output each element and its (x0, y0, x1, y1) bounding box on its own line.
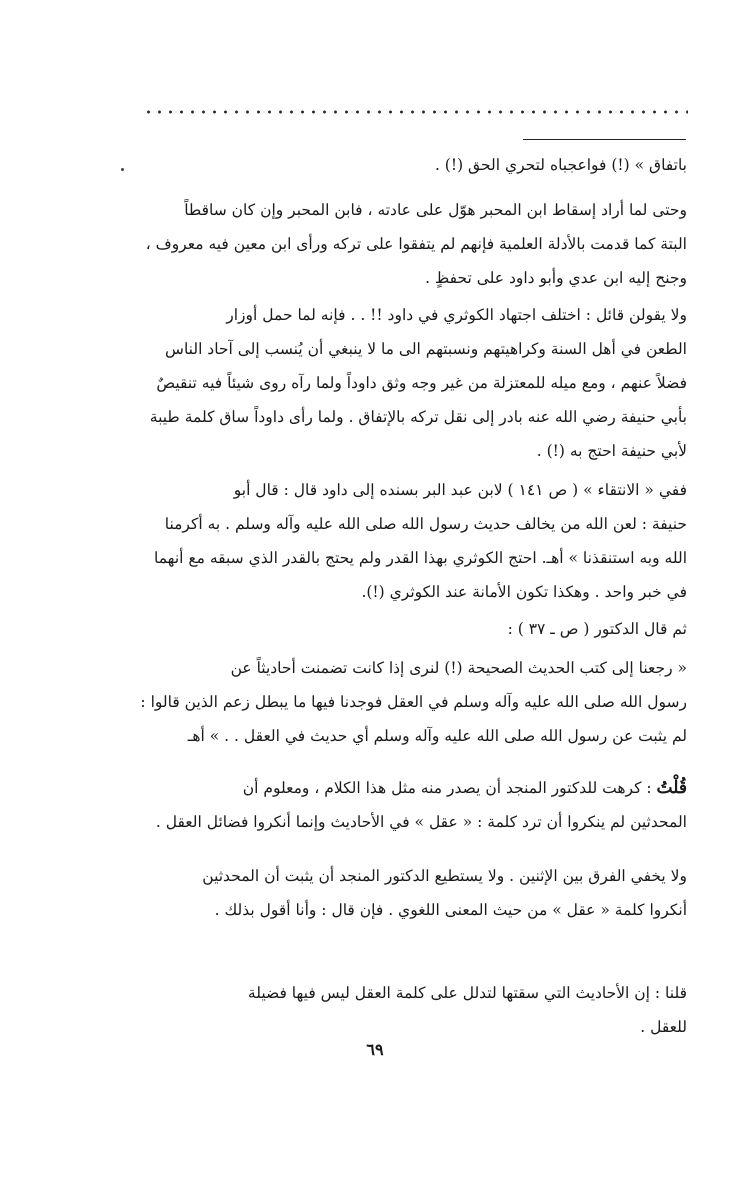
text-line: الله وبه استنقذنا » أهـ. احتج الكوثري بهذا القدر ولم يحتج بالقدر الذي سبقه مع أنهما (154, 549, 687, 567)
text-line: ثم قال الدكتور ( ص ـ ٣٧ ) : (507, 620, 687, 638)
text-line: للعقل . (640, 1018, 687, 1036)
text-line: لأبي حنيفة احتج به (!) . (536, 442, 687, 460)
text-line: أنكروا كلمة « عقل » من حيث المعنى اللغوي . فإن قال : وأنا أقول بذلك . (214, 901, 687, 919)
text-line: باتفاق » (!) فواعجباه لتحري الحق (!) . (434, 156, 687, 174)
paragraph-7 (116, 859, 687, 927)
text-line: المحدثين لم ينكروا أن ترد كلمة : « عقل » في الأحاديث وإنما أنكروا فضائل العقل . (155, 813, 687, 831)
page-number: ٦٩ (366, 1040, 384, 1059)
text-line: في خبر واحد . وهكذا تكون الأمانة عند الكوثري (!). (361, 583, 687, 601)
text-line-rest: : كرهت للدكتور المنجد أن يصدر منه مثل هذا الكلام ، ومعلوم أن (242, 779, 657, 797)
lead-word: قُلْتُ (656, 778, 687, 798)
text-line: وحتى لما أراد إسقاط ابن المحبر هوّل على عادته ، فابن المحبر وإن كان ساقطاً (184, 201, 687, 219)
text-line: قلنا : إن الأحاديث التي سقتها لتدلل على كلمة العقل ليس فيها فضيلة (247, 984, 687, 1002)
text-line: رسول الله صلى الله عليه وآله وسلم في العقل فوجدنا فيها ما يبطل زعم الذين قالوا : (140, 693, 687, 711)
paragraph-4 (116, 612, 687, 646)
text-line: بأبي حنيفة رضي الله عنه بادر إلى نقل تركه بالإتفاق . ولما رأى داوداً ساق كلمة طيبة (149, 408, 687, 426)
footnote-separator (523, 139, 686, 140)
text-line: البتة كما قدمت بالأدلة العلمية فإنهم لم يتفقوا على تركه ورأى ابن معين فيه معروف ، (145, 235, 687, 253)
text-line: حنيفة : لعن الله من يخالف حديث رسول الله صلى الله عليه وآله وسلم . به أكرمنا (164, 515, 687, 533)
text-line: فضلاً عنهم ، ومع ميله للمعتزلة من غير وجه وثق داوداً ولما رآه روى شيئاً فيه تنقيصٌ (156, 374, 687, 392)
paragraph-6 (116, 771, 687, 839)
paragraph-1 (116, 193, 687, 295)
text-line (116, 771, 687, 805)
paragraph-3 (116, 473, 687, 609)
footnote-dots (143, 108, 688, 116)
paragraph-2 (116, 298, 687, 468)
text-line: ولا يقولن قائل : اختلف اجتهاد الكوثري في داود !! . . فإنه لما حمل أوزار (226, 306, 687, 324)
text-line: ولا يخفي الفرق بين الإثنين . ولا يستطيع الدكتور المنجد أن يثبت أن المحدثين (202, 867, 687, 885)
footnote-continuation (116, 148, 687, 182)
text-line: وجنح إليه ابن عدي وأبو داود على تحفظٍ . (425, 269, 687, 287)
text-line: « رجعنا إلى كتب الحديث الصحيحة (!) لنرى إذا كانت تضمنت أحاديثاً عن (230, 659, 687, 677)
text-line: الطعن في أهل السنة وكراهيتهم ونسبتهم الى ما لا ينبغي أن يُنسب إلى آحاد الناس (165, 340, 687, 358)
text-line: لم يثبت عن رسول الله صلى الله عليه وآله وسلم أي حديث في العقل . . » أهـ (187, 727, 687, 745)
paragraph-8 (116, 976, 687, 1044)
text-line: ففي « الانتقاء » ( ص ١٤١ ) لابن عبد البر بسنده إلى داود قال : قال أبو (233, 481, 687, 499)
paragraph-5-quote (116, 651, 687, 753)
